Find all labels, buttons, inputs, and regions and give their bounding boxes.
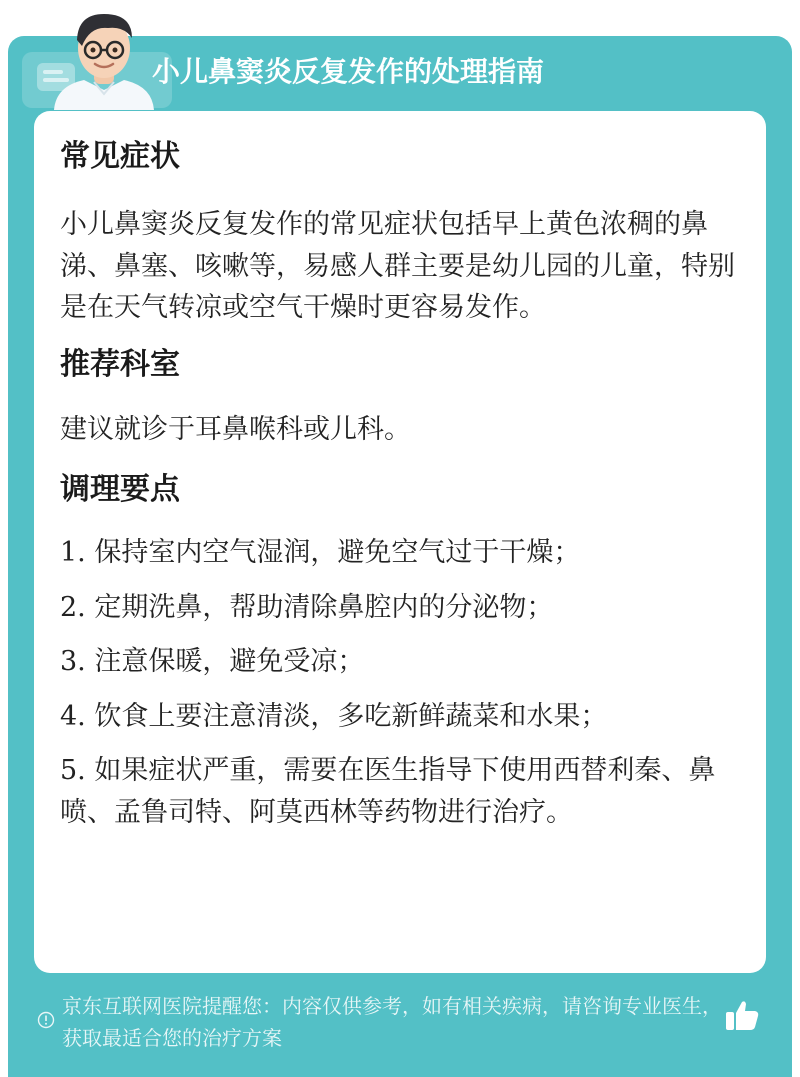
list-item: 3. 注意保暖，避免受凉；	[60, 646, 365, 677]
symptoms-text: 小儿鼻窦炎反复发作的常见症状包括早上黄色浓稠的鼻涕、鼻塞、咳嗽等，易感人群主要是幼儿园的儿童，特别是在天气转凉或空气干燥时更容易发作。	[60, 209, 735, 323]
list-item: 5. 如果症状严重，需要在医生指导下使用西替利秦、鼻喷、孟鲁司特、阿莫西林等药物进行治疗。	[60, 755, 716, 828]
doctor-avatar-icon	[44, 6, 164, 110]
list-item: 2. 定期洗鼻，帮助清除鼻腔内的分泌物；	[60, 591, 554, 623]
info-icon	[37, 1011, 55, 1029]
section-title-symptoms: 常见症状	[60, 139, 180, 174]
list-item: 4. 饮食上要注意清淡，多吃新鲜蔬菜和水果；	[60, 700, 608, 732]
section-title-department: 推荐科室	[60, 346, 180, 382]
section-title-care: 调理要点	[60, 472, 180, 507]
disclaimer-text: 京东互联网医院提醒您：内容仅供参考，如有相关疾病，请咨询专业医生，获取最适合您的治疗方案	[62, 994, 722, 1050]
content-card	[34, 111, 766, 973]
page-title: 小儿鼻窦炎反复发作的处理指南	[152, 55, 545, 88]
department-text: 建议就诊于耳鼻喉科或儿科。	[60, 413, 411, 445]
care-list	[60, 532, 740, 833]
thumbs-up-icon[interactable]	[724, 998, 760, 1032]
list-item: 1. 保持室内空气湿润，避免空气过于干燥；	[60, 537, 581, 568]
